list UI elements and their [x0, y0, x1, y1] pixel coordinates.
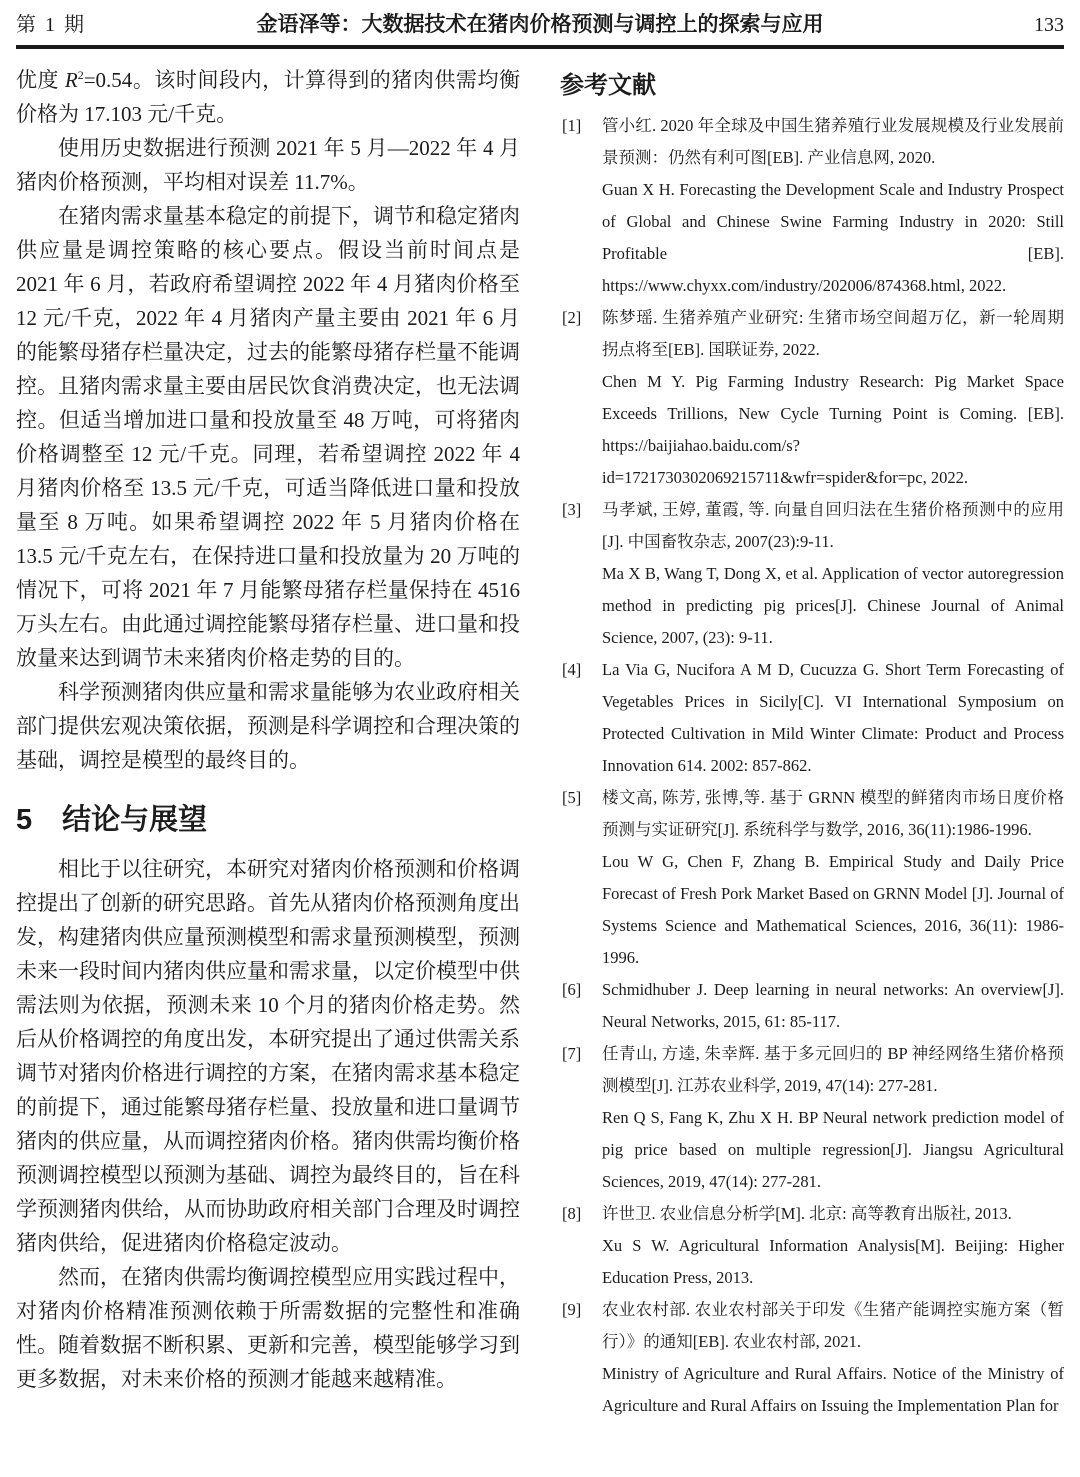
reference-id: [7] [562, 1044, 582, 1063]
section-title: 结论与展望 [62, 804, 208, 836]
header-rule [16, 45, 1064, 49]
page-number: 133 [1034, 14, 1064, 36]
references-list [560, 110, 1064, 1422]
reference-id: [6] [562, 980, 582, 999]
reference-item [560, 1198, 1064, 1294]
paragraph: 然而，在猪肉供需均衡调控模型应用实践过程中，对猪肉价格精准预测依赖于所需数据的完整性和准确性。随着数据不断积累、更新和完善，模型能够学习到更多数据，对未来价格的预测才能越来越精准。 [16, 1265, 520, 1391]
page-header [16, 8, 1064, 38]
reference-text-en: Schmidhuber J. Deep learning in neural networks: An overview[J]. Neural Networks, 2015, 61: 85-117. [602, 980, 1064, 1031]
paragraph-group-bottom [16, 852, 520, 1396]
paragraph-group-top [16, 131, 520, 777]
reference-item [560, 110, 1064, 302]
reference-text-zh: 陈梦瑶. 生猪养殖产业研究: 生猪市场空间超万亿，新一轮周期拐点将至[EB]. 国联证券, 2022. [602, 308, 1064, 359]
paragraph-text: 优度 [16, 68, 65, 92]
reference-text-en: Guan X H. Forecasting the Development Scale and Industry Prospect of Global and Chinese Swine Farming Industry in 2020: Still Profitable [EB]. https://www.chyxx.com/industry/202006/874368.html, 2022. [602, 180, 1064, 295]
body-columns [16, 63, 1064, 1422]
reference-id: [5] [562, 788, 582, 807]
reference-text-en: Lou W G, Chen F, Zhang B. Empirical Study and Daily Price Forecast of Fresh Pork Market Based on GRNN Model [J]. Journal of Systems Science and Mathematical Sciences, 2016, 36(11): 1986-1996. [602, 852, 1064, 967]
reference-item [560, 302, 1064, 494]
reference-item [560, 494, 1064, 654]
paragraph-text: =0.54。该时间段内，计算得到的猪肉供需均衡价格为 17.103 元/千克。 [16, 68, 521, 126]
reference-id: [4] [562, 660, 582, 679]
reference-text-en: Ma X B, Wang T, Dong X, et al. Application of vector autoregression method in predicting pig prices[J]. Chinese Journal of Animal Science, 2007, (23): 9-11. [602, 564, 1064, 647]
superscript-2: 2 [77, 68, 84, 82]
reference-text-zh: 农业农村部. 农业农村部关于印发《生猪产能调控实施方案（暂行）》的通知[EB]. 农业农村部, 2021. [602, 1300, 1064, 1351]
left-column [16, 63, 520, 1422]
reference-text-zh: 管小红. 2020 年全球及中国生猪养殖行业发展规模及行业发展前景预测：仍然有利可图[EB]. 产业信息网, 2020. [602, 116, 1064, 167]
paragraph: 在猪肉需求量基本稳定的前提下，调节和稳定猪肉供应量是调控策略的核心要点。假设当前时间点是 2021 年 6 月，若政府希望调控 2022 年 4 月猪肉价格至 12 元/千克，2022 年 4 月猪肉产量主要由 2021 年 6 月的能繁母猪存栏量决定，过去的能繁母猪存栏量不能调控。且猪肉需求量主要由居民饮食消费决定，也无法调控。但适当增加进口量和投放量至 48 万吨，可将猪肉价格调整至 12 元/千克。同理，若希望调控 2022 年 4 月猪肉价格至 13.5 元/千克，可适当降低进口量和投放量至 8 万吨。如果希望调控 2022 年 5 月猪肉价格在 13.5 元/千克左右，在保持进口量和投放量为 20 万吨的情况下，可将 2021 年 7 月能繁母猪存栏量保持在 4516 万头左右。由此通过调控能繁母猪存栏量、进口量和投放量来达到调节未来猪肉价格走势的目的。 [16, 204, 520, 670]
variable-r: R [64, 68, 78, 92]
references-heading: 参考文献 [560, 72, 656, 99]
reference-id: [2] [562, 308, 582, 327]
reference-item [560, 782, 1064, 974]
reference-item [560, 1294, 1064, 1422]
reference-id: [1] [562, 116, 582, 135]
reference-item [560, 974, 1064, 1038]
reference-item [560, 1038, 1064, 1198]
reference-text-en: Chen M Y. Pig Farming Industry Research: Pig Market Space Exceeds Trillions, New Cycle Turning Point is Coming. [EB]. https://baijiahao.baidu.com/s?id=1721730302069215711&wfr=spider&for=pc, 2022. [602, 372, 1064, 487]
reference-text-zh: 许世卫. 农业信息分析学[M]. 北京: 高等教育出版社, 2013. [602, 1204, 1012, 1223]
section-number: 5 [16, 804, 33, 836]
reference-text-en: La Via G, Nucifora A M D, Cucuzza G. Short Term Forecasting of Vegetables Prices in Sicily[C]. VI International Symposium on Protected Cultivation in Mild Winter Climate: Product and Process Innovation 614. 2002: 857-862. [602, 660, 1064, 775]
paragraph: 相比于以往研究，本研究对猪肉价格预测和价格调控提出了创新的研究思路。首先从猪肉价格预测角度出发，构建猪肉供应量预测模型和需求量预测模型，预测未来一段时间内猪肉供应量和需求量，以定价模型中供需法则为依据，预测未来 10 个月的猪肉价格走势。然后从价格调控的角度出发，本研究提出了通过供需关系调节对猪肉价格进行调控的方案，在猪肉需求基本稳定的前提下，通过能繁母猪存栏量、投放量和进口量调节猪肉的供应量，从而调控猪肉价格。猪肉供需均衡价格预测调控模型以预测为基础、调控为最终目的，旨在科学预测猪肉供给，从而协助政府相关部门合理及时调控猪肉供给，促进猪肉价格稳定波动。 [16, 857, 520, 1255]
reference-id: [9] [562, 1300, 582, 1319]
reference-id: [8] [562, 1204, 582, 1223]
journal-issue: 第 1 期 [16, 14, 86, 36]
reference-text-en: Xu S W. Agricultural Information Analysis[M]. Beijing: Higher Education Press, 2013. [602, 1236, 1064, 1287]
right-column [560, 63, 1064, 1422]
reference-text-en: Ministry of Agriculture and Rural Affairs. Notice of the Ministry of Agriculture and Rural Affairs on Issuing the Implementation Plan for [602, 1364, 1064, 1415]
paragraph: 使用历史数据进行预测 2021 年 5 月—2022 年 4 月猪肉价格预测，平均相对误差 11.7%。 [16, 136, 520, 194]
paragraph: 科学预测猪肉供应量和需求量能够为农业政府相关部门提供宏观决策依据，预测是科学调控和合理决策的基础，调控是模型的最终目的。 [16, 680, 520, 772]
paragraph-goodness-of-fit [16, 63, 520, 131]
reference-text-zh: 马孝斌, 王婷, 董霞, 等. 向量自回归法在生猪价格预测中的应用[J]. 中国畜牧杂志, 2007(23):9-11. [602, 500, 1064, 551]
reference-text-en: Ren Q S, Fang K, Zhu X H. BP Neural network prediction model of pig price based on multiple regression[J]. Jiangsu Agricultural Sciences, 2019, 47(14): 277-281. [602, 1108, 1064, 1191]
reference-item [560, 654, 1064, 782]
running-title: 金语泽等：大数据技术在猪肉价格预测与调控上的探索与应用 [256, 13, 824, 36]
reference-id: [3] [562, 500, 582, 519]
section-heading [16, 797, 520, 838]
reference-text-zh: 任青山, 方逵, 朱幸辉. 基于多元回归的 BP 神经网络生猪价格预测模型[J]. 江苏农业科学, 2019, 47(14): 277-281. [602, 1044, 1064, 1095]
reference-text-zh: 楼文高, 陈芳, 张博,等. 基于 GRNN 模型的鲜猪肉市场日度价格预测与实证研究[J]. 系统科学与数学, 2016, 36(11):1986-1996. [602, 788, 1064, 839]
